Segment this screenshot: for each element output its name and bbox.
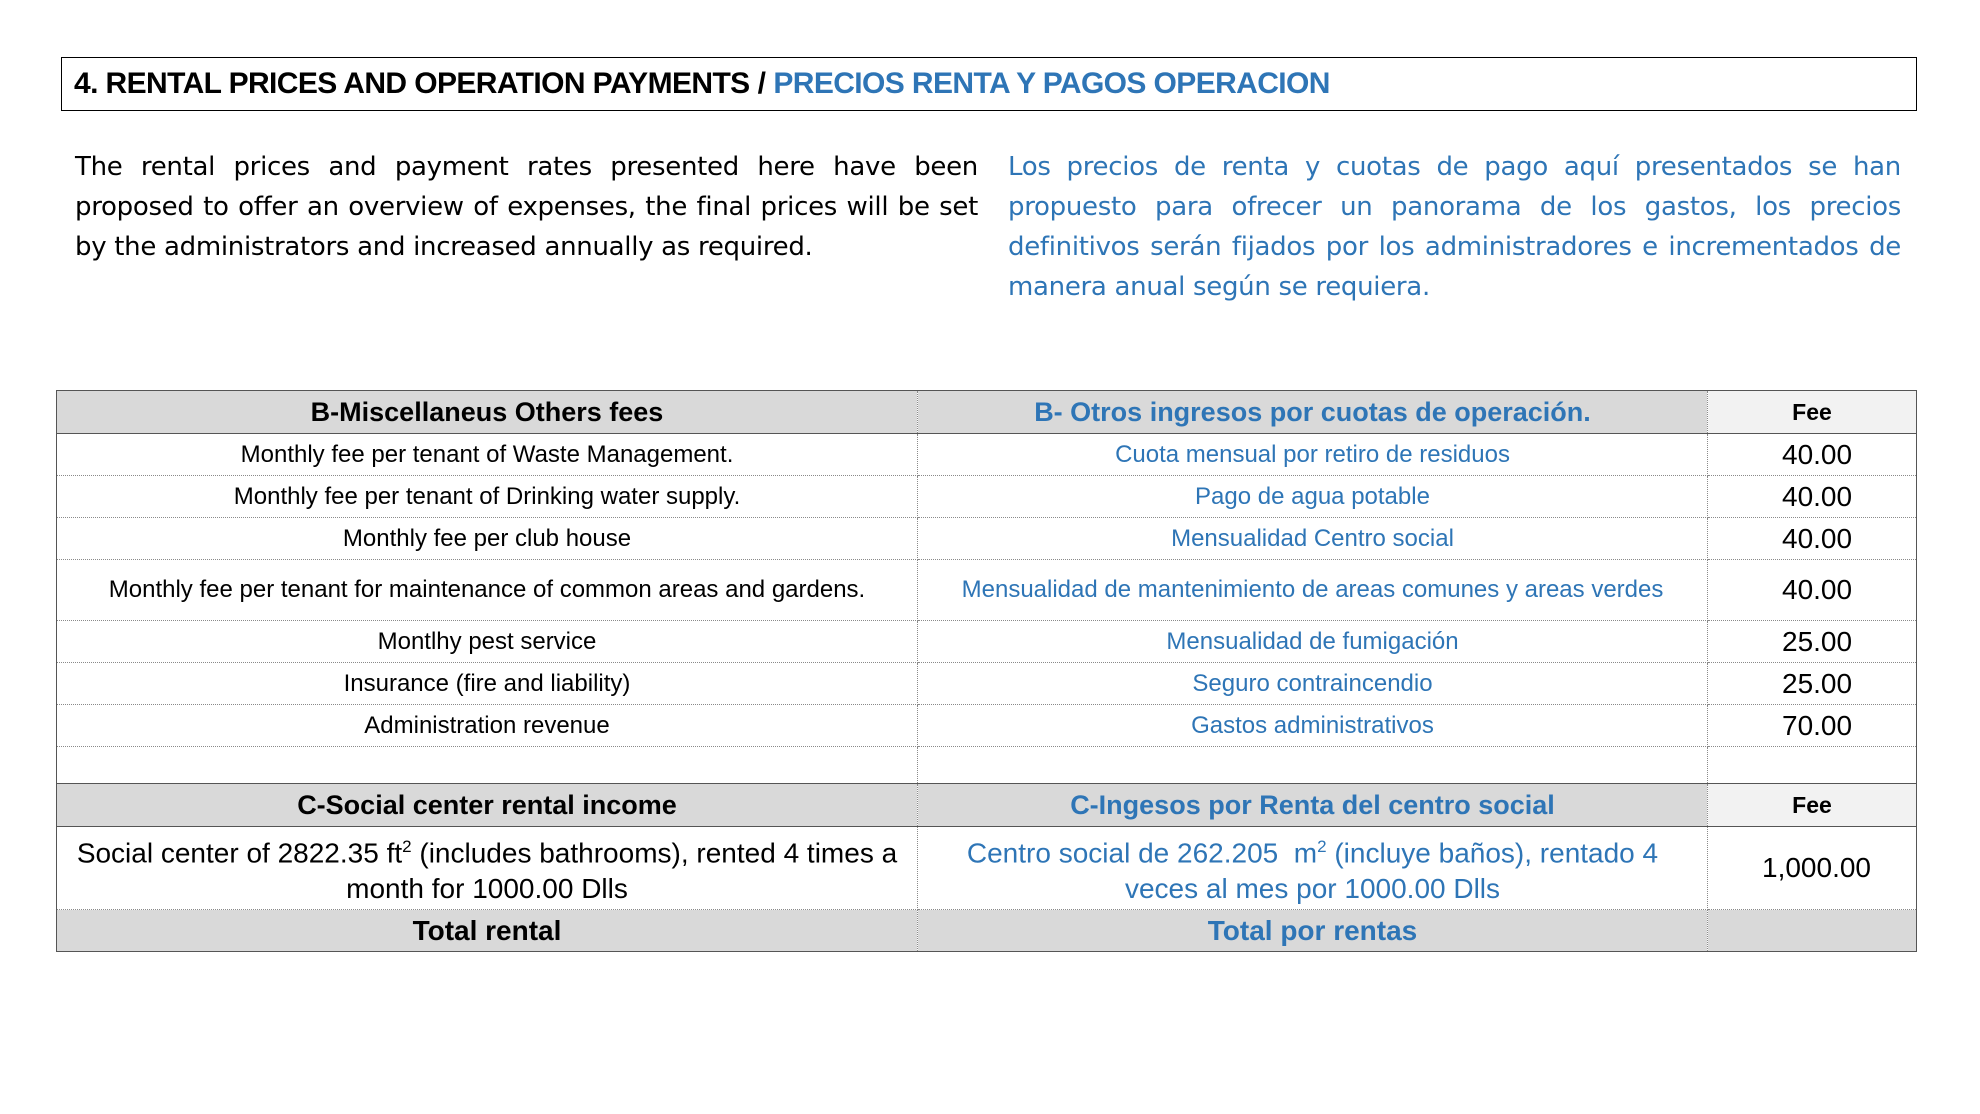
row-fee: 25.00 — [1708, 663, 1917, 705]
total-label-es: Total por rentas — [918, 910, 1708, 952]
row-label-es: Mensualidad Centro social — [918, 518, 1708, 560]
empty-cell — [918, 747, 1708, 784]
social-center-desc-en-pre: Social center of 2822.35 ft — [76, 837, 403, 869]
row-fee: 70.00 — [1708, 705, 1917, 747]
row-label-en: Monthly fee per tenant for maintenance of common areas and gardens. — [57, 560, 918, 621]
row-label-en: Administration revenue — [57, 705, 918, 747]
row-fee: 40.00 — [1708, 518, 1917, 560]
row-fee: 40.00 — [1708, 434, 1917, 476]
row-label-es: Pago de agua potable — [918, 476, 1708, 518]
social-center-row — [57, 827, 1917, 910]
section-title — [61, 57, 1917, 111]
row-label-en: Monthly fee per tenant of Waste Management. — [57, 434, 918, 476]
table-row — [57, 476, 1917, 518]
row-label-es: Gastos administrativos — [918, 705, 1708, 747]
table-row — [57, 621, 1917, 663]
section-c-title-es: C-Ingesos por Renta del centro social — [918, 784, 1708, 827]
total-row — [57, 910, 1917, 952]
intro-paragraph-en: The rental prices and payment rates presented here have been proposed to offer an overview of expenses, the final prices will be set by the administrators and increased annually as required. — [75, 152, 978, 262]
empty-row — [57, 747, 1917, 784]
row-label-es: Cuota mensual por retiro de residuos — [918, 434, 1708, 476]
row-label-en: Monthly fee per tenant of Drinking water supply. — [57, 476, 918, 518]
table-row — [57, 518, 1917, 560]
table-row — [57, 560, 1917, 621]
total-fee — [1708, 910, 1917, 952]
social-center-desc-en-post: (includes bathrooms), rented 4 times a month for 1000.00 Dlls — [346, 837, 898, 905]
row-fee: 40.00 — [1708, 560, 1917, 621]
section-b-title-es: B- Otros ingresos por cuotas de operación. — [918, 391, 1708, 434]
row-fee: 40.00 — [1708, 476, 1917, 518]
total-label-en: Total rental — [57, 910, 918, 952]
section-title-es: PRECIOS RENTA Y PAGOS OPERACION — [773, 67, 1330, 100]
fees-table — [56, 390, 1917, 952]
row-label-es: Mensualidad de mantenimiento de areas comunes y areas verdes — [918, 560, 1708, 621]
section-b-title-en: B-Miscellaneus Others fees — [57, 391, 918, 434]
table-row — [57, 663, 1917, 705]
row-label-es: Seguro contraincendio — [918, 663, 1708, 705]
section-c-header-row — [57, 784, 1917, 827]
row-label-en: Monthly fee per club house — [57, 518, 918, 560]
social-center-desc-es-post: (incluye baños), rentado 4 veces al mes por 1000.00 Dlls — [1124, 837, 1659, 905]
table-row — [57, 705, 1917, 747]
table-row — [57, 434, 1917, 476]
row-label-en: Montlhy pest service — [57, 621, 918, 663]
section-c-title-en: C-Social center rental income — [57, 784, 918, 827]
superscript-2: 2 — [402, 836, 412, 856]
social-center-desc-en — [57, 827, 918, 910]
section-title-en: 4. RENTAL PRICES AND OPERATION PAYMENTS — [74, 67, 750, 100]
row-label-es: Mensualidad de fumigación — [918, 621, 1708, 663]
row-label-en: Insurance (fire and liability) — [57, 663, 918, 705]
social-center-desc-es — [918, 827, 1708, 910]
superscript-2: 2 — [1317, 836, 1327, 856]
social-center-fee: 1,000.00 — [1708, 827, 1917, 910]
row-fee: 25.00 — [1708, 621, 1917, 663]
empty-cell — [57, 747, 918, 784]
fee-column-header: Fee — [1708, 391, 1917, 434]
fee-column-header: Fee — [1708, 784, 1917, 827]
section-b-header-row — [57, 391, 1917, 434]
title-separator: / — [757, 67, 766, 100]
empty-cell — [1708, 747, 1917, 784]
intro-paragraph-es: Los precios de renta y cuotas de pago aquí presentados se han propuesto para ofrecer un panorama de los gastos, los precios definitivos serán fijados por los administradores e incrementados de manera anual según se requiera. — [1008, 152, 1901, 302]
social-center-desc-es-pre: Centro social de 262.205 m — [966, 837, 1318, 869]
